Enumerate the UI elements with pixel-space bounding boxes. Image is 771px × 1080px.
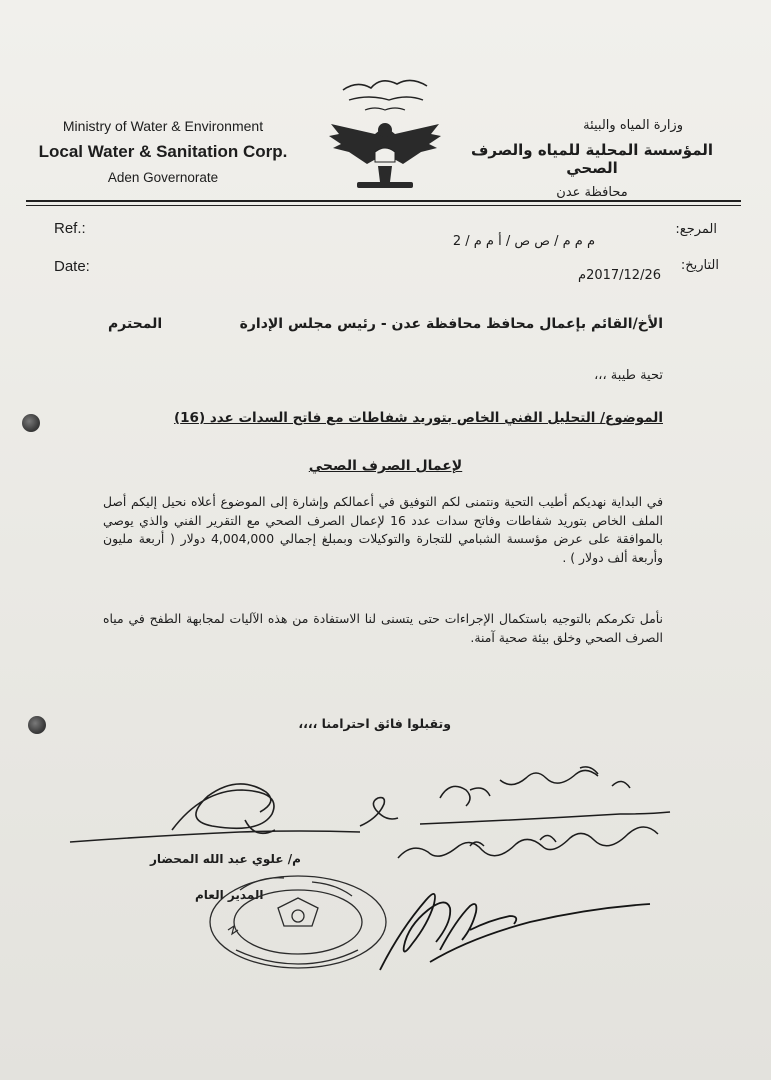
ministry-name-ar: وزارة المياه والبيئة (583, 118, 683, 133)
date-label-ar: التاريخ: (680, 258, 719, 273)
subject-line: الموضوع/ التحليل الفني الخاص بتوريد شفاطات مع فاتح السدات عدد (16) (173, 410, 663, 426)
handwritten-note-icon (398, 767, 670, 858)
ref-label-en: Ref.: (54, 220, 86, 237)
stamp-icon (210, 876, 386, 968)
addressee: الأخ/القائم بإعمال محافظ محافظة عدن - رئيس مجلس الإدارة (239, 316, 663, 332)
ministry-name-en: Ministry of Water & Environment (62, 118, 264, 134)
left-signature-icon (70, 784, 398, 842)
corporation-name-en: Local Water & Sanitation Corp. (38, 142, 288, 161)
date-value: 2017/12/26م (578, 268, 661, 283)
honorific: المحترم (108, 316, 163, 332)
right-signature-icon (380, 894, 650, 970)
body-paragraph-2: نأمل تكرمكم بالتوجيه باستكمال الإجراءات حتى يتسنى لنا الاستفادة من هذه الآليات لمجابهة الطفح في مياه الصرف الصحي وخلق بيئة صحية آمنة. (103, 611, 663, 645)
body-paragraph-1: في البداية نهديكم أطيب التحية ونتمنى لكم التوفيق في أعمالكم وإشارة إلى الموضوع أعلاه نحيل إليكم أصل الملف الخاص بتوريد شفاطات وفاتح سدات عدد 16 لإعمال الصرف الصحي مع التقرير الفني والذي يوصي بالموافقة على عرض مؤسسة الشبامي للتجارة والتوكيلات وبمبلغ إجمالي 4,004,000 دولار ( أربعة مليون وأربعة ألف دولار ) . (103, 494, 663, 565)
governorate-ar: محافظة عدن (556, 185, 628, 200)
governorate-en: Aden Governorate (107, 170, 219, 185)
greeting: تحية طيبة ،،، (594, 368, 663, 383)
signatory-name: م/ علوي عبد الله المحضار (150, 852, 301, 866)
signatory-title: المدير العام (195, 888, 264, 902)
ref-value: م م م / ص ص / أ م م / 2 (452, 234, 595, 249)
ref-label-ar: المرجع: (675, 222, 717, 237)
closing-line: وتقبلوا فائق احترامنا ،،،، (298, 716, 451, 731)
section-heading: لإعمال الصرف الصحي (308, 458, 463, 474)
date-label-en: Date: (54, 258, 90, 275)
corporation-name-ar: المؤسسة المحلية للمياه والصرف الصحي (470, 141, 714, 177)
